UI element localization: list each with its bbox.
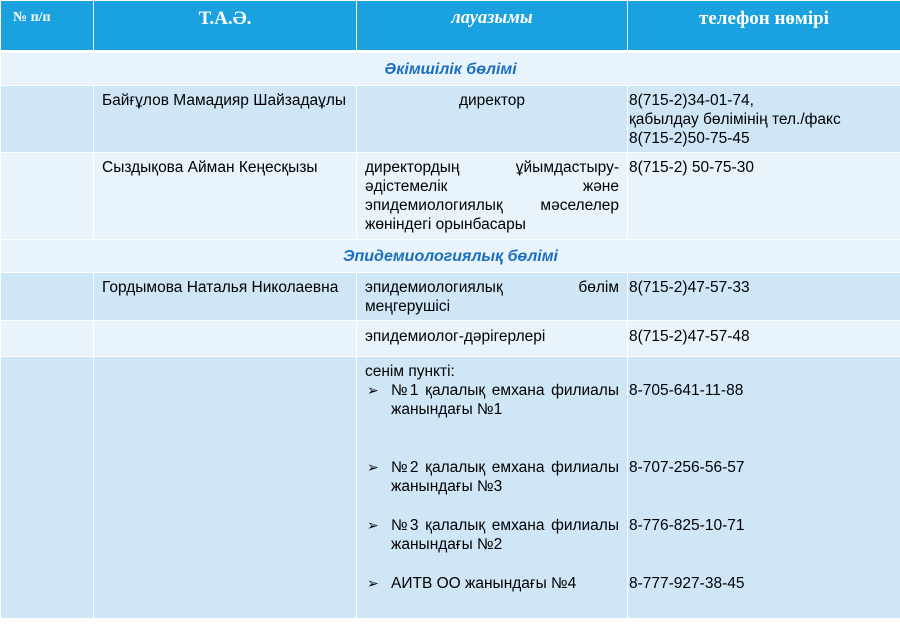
phone-fax: 8(715-2)50-75-45 — [629, 130, 750, 147]
cell-phone: 8(715-2)47-57-48 — [629, 328, 750, 345]
cell-number — [1, 153, 94, 240]
trust-point-text: №2 қалалық емхана филиалы жанындағы №3 — [391, 459, 619, 495]
trust-points-label: сенім пункті: — [365, 363, 455, 380]
trust-point-phone: 8-777-927-38-45 — [629, 575, 745, 592]
trust-points-phones — [628, 357, 900, 619]
cell-position: директордың ұйымдастыру-әдістемелік және эпидемиологиялық мәселелер жөніндегі орынбасары — [365, 159, 619, 233]
cell-number — [1, 273, 94, 321]
trust-points-row — [1, 357, 900, 619]
table-header-row — [1, 1, 900, 52]
cell-position: директор — [458, 92, 526, 109]
cell-name: Сыздықова Айман Кеңесқызы — [102, 159, 318, 176]
cell-number — [1, 357, 94, 619]
arrow-bullet-icon: ➢ — [367, 459, 379, 475]
cell-name — [94, 357, 357, 619]
header-number: № п/п — [1, 1, 94, 52]
cell-phone: 8(715-2)47-57-33 — [629, 279, 750, 296]
cell-phone — [628, 86, 900, 153]
section-row-admin — [1, 52, 900, 86]
cell-number — [1, 321, 94, 357]
trust-points-cell — [357, 357, 628, 619]
cell-name — [94, 321, 357, 357]
trust-point-text: №3 қалалық емхана филиалы жанындағы №2 — [391, 517, 619, 553]
list-item — [365, 574, 619, 593]
cell-name: Гордымова Наталья Николаевна — [102, 279, 339, 296]
trust-point-text: №1 қалалық емхана филиалы жанындағы №1 — [391, 382, 619, 418]
arrow-bullet-icon: ➢ — [367, 575, 379, 591]
trust-point-phone: 8-707-256-56-57 — [629, 459, 745, 476]
phone-primary: 8(715-2)34-01-74, — [629, 92, 754, 109]
header-phone: телефон нөмірі — [628, 1, 900, 52]
list-item — [365, 458, 619, 496]
table-row — [1, 273, 900, 321]
header-position: лауазымы — [357, 1, 628, 52]
phone-caption: қабылдау бөлімінің тел./факс — [629, 111, 841, 128]
cell-name: Байғұлов Мамадияр Шайзадаұлы — [102, 92, 347, 109]
trust-point-text: АИТВ ОО жанындағы №4 — [391, 575, 577, 592]
table-row — [1, 321, 900, 357]
arrow-bullet-icon: ➢ — [367, 382, 379, 398]
trust-point-phone: 8-776-825-10-71 — [629, 517, 745, 534]
section-title-admin: Әкімшілік бөлімі — [1, 52, 900, 86]
section-title-epidemiology: Эпидемиологиялық бөлімі — [1, 240, 900, 273]
table-row — [1, 153, 900, 240]
trust-point-phone: 8-705-641-11-88 — [629, 382, 744, 399]
list-item — [365, 381, 619, 419]
section-row-epidemiology — [1, 240, 900, 273]
arrow-bullet-icon: ➢ — [367, 517, 379, 533]
cell-number — [1, 86, 94, 153]
header-name: Т.А.Ә. — [94, 1, 357, 52]
list-item — [365, 516, 619, 554]
table-row — [1, 86, 900, 153]
cell-position: эпидемиолог-дәрігерлері — [365, 328, 546, 345]
cell-phone: 8(715-2) 50-75-30 — [629, 159, 754, 176]
cell-position: эпидемиологиялық бөлім меңгерушісі — [365, 279, 619, 315]
